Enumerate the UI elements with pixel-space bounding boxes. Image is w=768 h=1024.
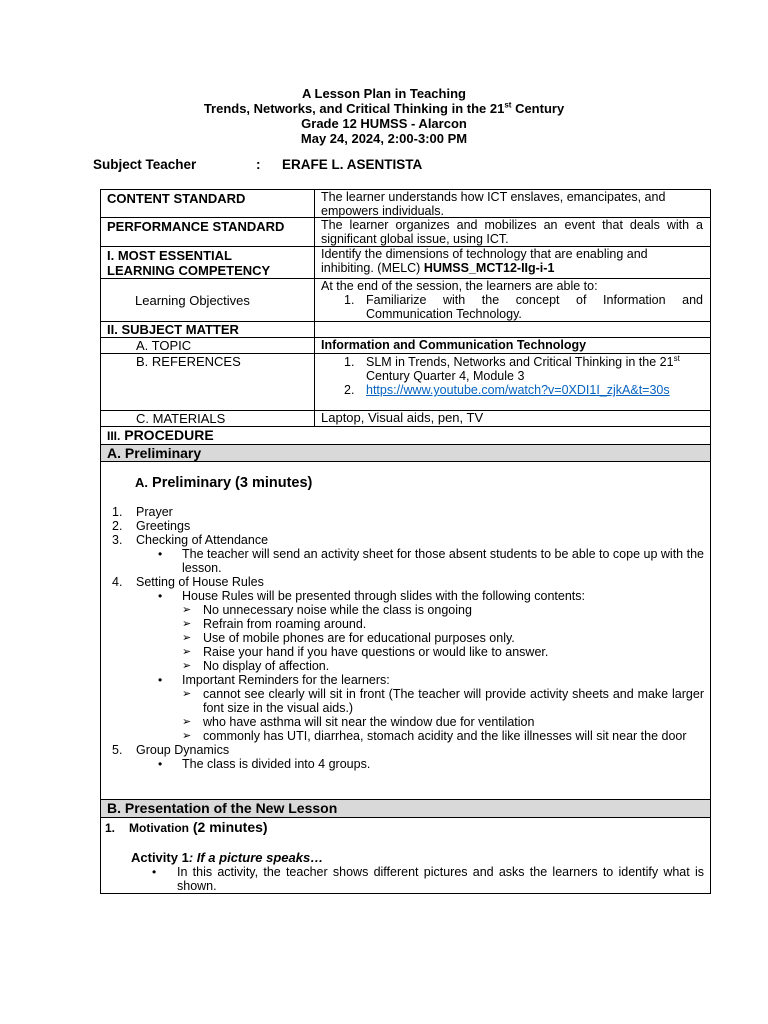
activity-title — [131, 850, 323, 865]
arrow-bullet-icon: ➢ — [182, 660, 192, 672]
preliminary-title-text: Preliminary (3 minutes) — [148, 475, 313, 491]
reference-1-text: SLM in Trends, Networks and Critical Thinking in the 21 — [366, 355, 674, 369]
header-line-3: Grade 12 HUMSS - Alarcon — [301, 116, 467, 131]
melc-value — [315, 247, 710, 278]
bullet-icon: • — [158, 757, 163, 771]
arrow-text: who have asthma will sit near the window due for ventilation — [203, 715, 535, 729]
reference-item-1 — [321, 355, 703, 383]
melc-label-line-2: LEARNING COMPETENCY — [107, 263, 271, 278]
arrow-item — [112, 729, 704, 743]
motivation-time: (2 minutes) — [189, 819, 268, 835]
motivation-number: 1. — [105, 821, 116, 835]
bullet-icon: • — [152, 865, 157, 879]
header-line-4: May 24, 2024, 2:00-3:00 PM — [300, 131, 468, 146]
topic-value: Information and Communication Technology — [321, 338, 587, 352]
bullet-icon: • — [158, 589, 163, 603]
list-text: Greetings — [136, 519, 191, 533]
arrow-item — [112, 687, 704, 715]
activity-bullet — [112, 865, 704, 893]
bullet-text: The teacher will send an activity sheet for those absent students to be able to cope up with the lesson. — [182, 547, 704, 575]
motivation-line — [105, 819, 268, 835]
preliminary-title — [135, 475, 312, 491]
melc-text: Identify the dimensions of technology that are enabling and inhibiting. (MELC) — [321, 247, 648, 275]
list-text: Checking of Attendance — [136, 533, 269, 547]
lesson-plan-table — [100, 189, 711, 894]
arrow-text: Raise your hand if you have questions or would like to answer. — [203, 645, 549, 659]
objectives-intro: At the end of the session, the learners are able to: — [321, 279, 598, 293]
subject-matter-value — [315, 322, 710, 337]
arrow-item — [112, 715, 704, 729]
teacher-label: Subject Teacher — [93, 157, 197, 172]
bullet-item — [112, 589, 704, 603]
arrow-bullet-icon: ➢ — [182, 604, 192, 616]
melc-label — [101, 247, 315, 278]
arrow-item — [112, 631, 704, 645]
arrow-item — [112, 603, 704, 617]
procedure-heading — [101, 427, 710, 444]
list-number: 3. — [112, 533, 123, 547]
bullet-icon: • — [158, 547, 163, 561]
performance-standard-value: The learner organizes and mobilizes an event that deals with a significant global issue, using ICT. — [321, 218, 703, 246]
melc-label-line-1: I. MOST ESSENTIAL — [107, 248, 232, 263]
arrow-bullet-icon: ➢ — [182, 646, 192, 658]
procedure-label: PROCEDURE — [120, 427, 214, 443]
activity-label: Activity 1 — [131, 850, 189, 865]
reference-item-2 — [321, 383, 703, 397]
presentation-heading: B. Presentation of the New Lesson — [107, 800, 338, 816]
list-number: 4. — [112, 575, 123, 589]
performance-standard-label: PERFORMANCE STANDARD — [101, 218, 315, 246]
bullet-item — [112, 547, 704, 575]
list-item — [112, 575, 704, 589]
row-materials — [101, 411, 710, 427]
reference-link[interactable]: https://www.youtube.com/watch?v=0XDI1I_zjkA&t=30s — [366, 383, 670, 397]
document-header — [0, 86, 768, 146]
list-item — [112, 533, 704, 547]
arrow-text: cannot see clearly will sit in front (The teacher will provide activity sheets and make larger font size in the visual aids.) — [203, 687, 704, 715]
arrow-bullet-icon: ➢ — [182, 716, 192, 728]
list-text: Setting of House Rules — [136, 575, 264, 589]
list-number: 2. — [112, 519, 123, 533]
bullet-icon: • — [158, 673, 163, 687]
objective-number: 1. — [344, 293, 355, 307]
row-topic — [101, 338, 710, 354]
preliminary-heading: A. Preliminary — [107, 445, 202, 461]
motivation-label: Motivation — [129, 821, 189, 835]
bullet-text: Important Reminders for the learners: — [182, 673, 390, 687]
arrow-text: commonly has UTI, diarrhea, stomach acidity and the like illnesses will sit near the door — [203, 729, 687, 743]
arrow-bullet-icon: ➢ — [182, 618, 192, 630]
materials-value: Laptop, Visual aids, pen, TV — [321, 410, 484, 425]
list-text: Prayer — [136, 505, 173, 519]
objective-text: Familiarize with the concept of Information and Communication Technology. — [366, 293, 703, 321]
bullet-text: House Rules will be presented through slides with the following contents: — [182, 589, 586, 603]
header-line-2-text: Trends, Networks, and Critical Thinking in the 21 — [203, 101, 505, 116]
teacher-colon: : — [256, 157, 261, 172]
materials-label: C. MATERIALS — [101, 411, 315, 426]
presentation-body — [101, 818, 710, 893]
reference-number-2: 2. — [344, 383, 355, 397]
arrow-text: No unnecessary noise while the class is ongoing — [203, 603, 472, 617]
activity-bullet-text: In this activity, the teacher shows different pictures and asks the learners to identify what is shown. — [177, 865, 704, 893]
arrow-text: Refrain from roaming around. — [203, 617, 367, 631]
learning-objectives-label: Learning Objectives — [101, 279, 315, 321]
arrow-text: Use of mobile phones are for educational purposes only. — [203, 631, 515, 645]
row-references — [101, 354, 710, 411]
arrow-text: No display of affection. — [203, 659, 330, 673]
subject-matter-label: II. SUBJECT MATTER — [101, 322, 315, 337]
list-text: Group Dynamics — [136, 743, 230, 757]
learning-objectives-value — [315, 279, 710, 321]
references-value — [315, 354, 710, 410]
preliminary-title-prefix: A. — [135, 475, 148, 490]
row-preliminary-body — [101, 462, 710, 800]
list-item — [112, 505, 704, 519]
content-standard-label: CONTENT STANDARD — [101, 190, 315, 217]
bullet-item — [112, 673, 704, 687]
row-subject-matter — [101, 322, 710, 338]
arrow-bullet-icon: ➢ — [182, 632, 192, 644]
header-line-2-sup: st — [504, 100, 512, 110]
row-performance-standard — [101, 218, 710, 247]
procedure-prefix: III. — [107, 429, 121, 443]
list-item — [112, 743, 704, 757]
header-line-1: A Lesson Plan in Teaching — [302, 86, 466, 101]
list-number: 1. — [112, 505, 123, 519]
reference-1-text-cont: Century Quarter 4, Module 3 — [366, 369, 525, 383]
row-preliminary — [101, 445, 710, 462]
row-melc — [101, 247, 710, 279]
activity-name: : If a picture speaks… — [188, 850, 324, 865]
teacher-name: ERAFE L. ASENTISTA — [282, 157, 423, 172]
arrow-bullet-icon: ➢ — [182, 730, 192, 742]
header-line-2-post: Century — [511, 101, 565, 116]
arrow-item — [112, 645, 704, 659]
arrow-item — [112, 617, 704, 631]
reference-1-sup: st — [673, 353, 680, 363]
objective-item — [321, 293, 703, 321]
reference-number-1: 1. — [344, 355, 355, 369]
preliminary-list — [112, 505, 704, 771]
list-item — [112, 519, 704, 533]
arrow-item — [112, 659, 704, 673]
row-procedure — [101, 427, 710, 445]
references-label: B. REFERENCES — [101, 354, 315, 410]
row-learning-objectives — [101, 279, 710, 322]
row-presentation — [101, 800, 710, 818]
header-line-2 — [0, 101, 768, 116]
arrow-bullet-icon: ➢ — [182, 688, 192, 700]
content-standard-value: The learner understands how ICT enslaves, emancipates, and empowers individuals. — [321, 190, 666, 218]
melc-code: HUMSS_MCT12-IIg-i-1 — [423, 261, 555, 275]
list-number: 5. — [112, 743, 123, 757]
row-presentation-body — [101, 818, 710, 893]
preliminary-body — [101, 462, 710, 799]
topic-label: A. TOPIC — [101, 338, 315, 353]
bullet-text: The class is divided into 4 groups. — [182, 757, 371, 771]
bullet-item — [112, 757, 704, 771]
row-content-standard — [101, 190, 710, 218]
